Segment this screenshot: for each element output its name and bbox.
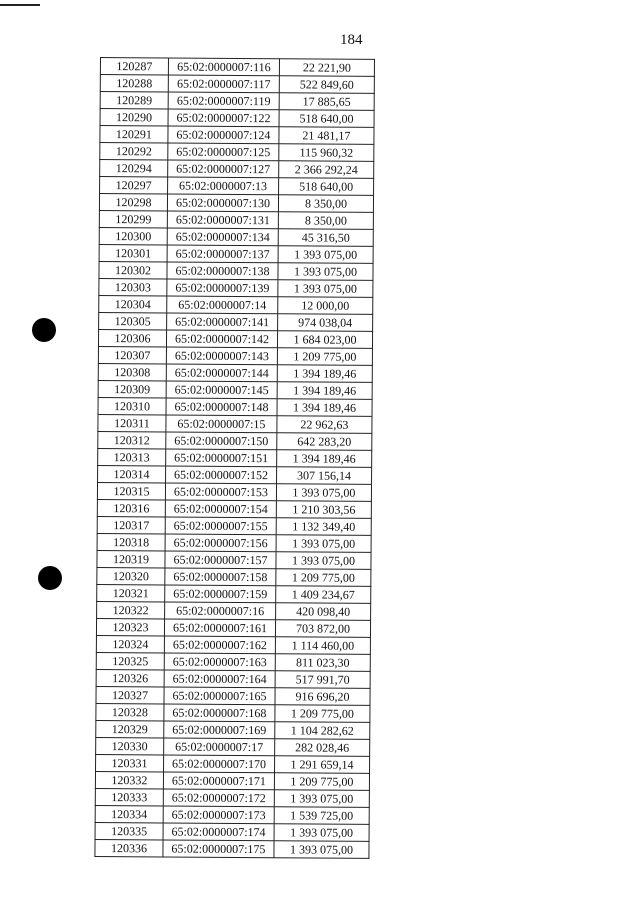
record-number-cell: 120329	[96, 720, 164, 737]
table-row	[99, 278, 373, 297]
cadastral-number-cell: 65:02:0000007:130	[167, 194, 278, 212]
record-number-cell: 120305	[99, 312, 167, 329]
table-row	[99, 227, 373, 246]
cadastral-value-cell: 1 132 349,40	[276, 518, 371, 536]
cadastral-value-cell: 1 114 460,00	[275, 637, 370, 655]
cadastral-value-cell: 1 394 189,46	[277, 365, 372, 383]
record-number-cell: 120332	[95, 771, 163, 788]
table-row	[100, 177, 374, 196]
cadastral-value-cell: 22 221,90	[279, 59, 374, 77]
binder-hole-bottom	[38, 566, 62, 590]
cadastral-number-cell: 65:02:0000007:134	[167, 228, 278, 246]
table-row	[98, 431, 372, 450]
cadastral-value-cell: 12 000,00	[278, 297, 373, 315]
table-row	[95, 805, 369, 824]
cadastral-value-cell: 1 539 725,00	[274, 807, 369, 825]
cadastral-number-cell: 65:02:0000007:125	[168, 143, 279, 161]
cadastral-value-cell: 420 098,40	[276, 603, 371, 621]
cadastral-value-cell: 1 393 075,00	[274, 790, 369, 808]
table-row	[97, 601, 371, 620]
cadastral-number-cell: 65:02:0000007:144	[166, 364, 277, 382]
record-number-cell: 120323	[96, 618, 164, 635]
record-number-cell: 120294	[100, 160, 168, 177]
record-number-cell: 120321	[97, 584, 165, 601]
cadastral-number-cell: 65:02:0000007:119	[168, 92, 279, 110]
table-row	[98, 414, 372, 433]
record-number-cell: 120299	[99, 210, 167, 227]
cadastral-value-cell: 1 104 282,62	[275, 722, 370, 740]
record-number-cell: 120307	[98, 346, 166, 363]
cadastral-number-cell: 65:02:0000007:122	[168, 109, 279, 127]
table-row	[100, 109, 374, 128]
record-number-cell: 120319	[97, 550, 165, 567]
table-row	[100, 75, 374, 94]
cadastral-number-cell: 65:02:0000007:143	[166, 347, 277, 365]
table-row	[100, 143, 374, 162]
cadastral-value-cell: 282 028,46	[275, 739, 370, 757]
record-number-cell: 120317	[97, 516, 165, 533]
record-number-cell: 120291	[100, 126, 168, 143]
cadastral-number-cell: 65:02:0000007:175	[163, 840, 274, 858]
record-number-cell: 120322	[97, 601, 165, 618]
page-number: 184	[340, 32, 363, 48]
cadastral-value-cell: 307 156,14	[277, 467, 372, 485]
cadastral-value-cell: 1 209 775,00	[276, 569, 371, 587]
cadastral-value-cell: 1 209 775,00	[277, 348, 372, 366]
cadastral-value-cell: 1 409 234,67	[276, 586, 371, 604]
cadastral-number-cell: 65:02:0000007:17	[164, 738, 275, 756]
table-row	[98, 465, 372, 484]
cadastral-value-cell: 8 350,00	[278, 212, 373, 230]
cadastral-value-cell: 974 038,04	[278, 314, 373, 332]
cadastral-value-cell: 45 316,50	[278, 229, 373, 247]
table-row	[95, 822, 369, 841]
cadastral-number-cell: 65:02:0000007:168	[164, 704, 275, 722]
record-number-cell: 120334	[95, 805, 163, 822]
table-row	[98, 397, 372, 416]
cadastral-number-cell: 65:02:0000007:124	[168, 126, 279, 144]
record-number-cell: 120290	[100, 109, 168, 126]
cadastral-value-cell: 1 393 075,00	[276, 535, 371, 553]
cadastral-number-cell: 65:02:0000007:16	[165, 602, 276, 620]
cadastral-number-cell: 65:02:0000007:148	[166, 398, 277, 416]
record-number-cell: 120311	[98, 414, 166, 431]
cadastral-number-cell: 65:02:0000007:141	[167, 313, 278, 331]
cadastral-value-cell: 1 394 189,46	[277, 450, 372, 468]
table-row	[96, 720, 370, 739]
cadastral-number-cell: 65:02:0000007:137	[167, 245, 278, 263]
table-row	[97, 584, 371, 603]
record-number-cell: 120335	[95, 822, 163, 839]
cadastral-number-cell: 65:02:0000007:172	[163, 789, 274, 807]
table-row	[97, 499, 371, 518]
record-number-cell: 120316	[97, 499, 165, 516]
record-number-cell: 120336	[95, 839, 163, 856]
table-row	[96, 652, 370, 671]
cadastral-value-cell: 642 283,20	[277, 433, 372, 451]
cadastral-number-cell: 65:02:0000007:165	[164, 687, 275, 705]
record-number-cell: 120300	[99, 227, 167, 244]
table-row	[96, 618, 370, 637]
record-number-cell: 120297	[100, 177, 168, 194]
cadastral-number-cell: 65:02:0000007:127	[168, 160, 279, 178]
cadastral-number-cell: 65:02:0000007:161	[164, 619, 275, 637]
record-number-cell: 120309	[98, 380, 166, 397]
table-row	[100, 92, 374, 111]
cadastral-value-cell: 518 640,00	[279, 178, 374, 196]
cadastral-number-cell: 65:02:0000007:14	[167, 296, 278, 314]
record-number-cell: 120315	[97, 482, 165, 499]
cadastral-number-cell: 65:02:0000007:170	[164, 755, 275, 773]
table-row	[100, 160, 374, 179]
cadastral-value-cell: 1 393 075,00	[274, 841, 369, 859]
table-row	[95, 788, 369, 807]
cadastral-number-cell: 65:02:0000007:156	[165, 534, 276, 552]
table-row	[98, 329, 372, 348]
cadastral-value-cell: 517 991,70	[275, 671, 370, 689]
cadastral-number-cell: 65:02:0000007:174	[163, 823, 274, 841]
cadastral-number-cell: 65:02:0000007:171	[163, 772, 274, 790]
cadastral-number-cell: 65:02:0000007:116	[168, 58, 279, 76]
cadastral-number-cell: 65:02:0000007:151	[166, 449, 277, 467]
cadastral-value-cell: 1 209 775,00	[274, 773, 369, 791]
cadastral-number-cell: 65:02:0000007:159	[165, 585, 276, 603]
table-row	[99, 261, 373, 280]
cadastral-value-cell: 1 394 189,46	[277, 382, 372, 400]
cadastral-number-cell: 65:02:0000007:162	[164, 636, 275, 654]
cadastral-value-cell: 115 960,32	[279, 144, 374, 162]
table-row	[97, 482, 371, 501]
cadastral-number-cell: 65:02:0000007:155	[165, 517, 276, 535]
table-row	[97, 516, 371, 535]
record-number-cell: 120306	[98, 329, 166, 346]
cadastral-number-cell: 65:02:0000007:15	[166, 415, 277, 433]
record-number-cell: 120331	[96, 754, 164, 771]
cadastral-number-cell: 65:02:0000007:152	[166, 466, 277, 484]
table-row	[96, 686, 370, 705]
table-row	[97, 550, 371, 569]
record-number-cell: 120328	[96, 703, 164, 720]
record-number-cell: 120312	[98, 431, 166, 448]
cadastral-value-cell: 1 393 075,00	[278, 246, 373, 264]
record-number-cell: 120292	[100, 143, 168, 160]
table-row	[99, 295, 373, 314]
cadastral-number-cell: 65:02:0000007:13	[168, 177, 279, 195]
cadastral-number-cell: 65:02:0000007:163	[164, 653, 275, 671]
cadastral-number-cell: 65:02:0000007:164	[164, 670, 275, 688]
record-number-cell: 120308	[98, 363, 166, 380]
table-row	[100, 58, 374, 77]
cadastral-value-cell: 1 684 023,00	[277, 331, 372, 349]
corner-mark	[0, 4, 40, 6]
cadastral-number-cell: 65:02:0000007:154	[165, 500, 276, 518]
cadastral-number-cell: 65:02:0000007:173	[163, 806, 274, 824]
record-number-cell: 120314	[98, 465, 166, 482]
cadastral-value-cell: 522 849,60	[279, 76, 374, 94]
cadastral-value-cell: 1 393 075,00	[276, 484, 371, 502]
table-row	[99, 210, 373, 229]
cadastral-value-cell: 22 962,63	[277, 416, 372, 434]
record-number-cell: 120324	[96, 635, 164, 652]
record-number-cell: 120298	[99, 194, 167, 211]
binder-hole-top	[32, 318, 56, 342]
table-row	[96, 635, 370, 654]
cadastral-number-cell: 65:02:0000007:138	[167, 262, 278, 280]
cadastral-value-cell: 1 209 775,00	[275, 705, 370, 723]
table-row	[96, 754, 370, 773]
cadastral-value-cell: 2 366 292,24	[279, 161, 374, 179]
record-number-cell: 120318	[97, 533, 165, 550]
record-number-cell: 120327	[96, 686, 164, 703]
table-row	[98, 363, 372, 382]
cadastral-value-cell: 1 393 075,00	[278, 263, 373, 281]
cadastral-number-cell: 65:02:0000007:169	[164, 721, 275, 739]
record-number-cell: 120288	[100, 75, 168, 92]
cadastral-value-cell: 916 696,20	[275, 688, 370, 706]
cadastral-number-cell: 65:02:0000007:150	[166, 432, 277, 450]
table-row	[98, 346, 372, 365]
cadastral-value-cell: 703 872,00	[275, 620, 370, 638]
cadastral-number-cell: 65:02:0000007:117	[168, 75, 279, 93]
cadastral-value-cell: 1 393 075,00	[274, 824, 369, 842]
cadastral-number-cell: 65:02:0000007:153	[165, 483, 276, 501]
cadastral-value-cell: 1 210 303,56	[276, 501, 371, 519]
registry-table	[94, 57, 375, 859]
table-row	[96, 737, 370, 756]
record-number-cell: 120289	[100, 92, 168, 109]
record-number-cell: 120303	[99, 278, 167, 295]
cadastral-number-cell: 65:02:0000007:142	[166, 330, 277, 348]
cadastral-value-cell: 518 640,00	[279, 110, 374, 128]
table-row	[96, 669, 370, 688]
table-row	[99, 194, 373, 213]
record-number-cell: 120302	[99, 261, 167, 278]
record-number-cell: 120330	[96, 737, 164, 754]
record-number-cell: 120304	[99, 295, 167, 312]
table-row	[96, 703, 370, 722]
table-row	[99, 244, 373, 263]
cadastral-number-cell: 65:02:0000007:139	[167, 279, 278, 297]
cadastral-value-cell: 21 481,17	[279, 127, 374, 145]
table-row	[98, 380, 372, 399]
record-number-cell: 120310	[98, 397, 166, 414]
record-number-cell: 120320	[97, 567, 165, 584]
cadastral-number-cell: 65:02:0000007:145	[166, 381, 277, 399]
record-number-cell: 120287	[100, 58, 168, 75]
table-row	[97, 533, 371, 552]
record-number-cell: 120313	[98, 448, 166, 465]
cadastral-value-cell: 1 393 075,00	[276, 552, 371, 570]
table-row	[95, 771, 369, 790]
table-row	[97, 567, 371, 586]
record-number-cell: 120325	[96, 652, 164, 669]
table-row	[95, 839, 369, 858]
cadastral-value-cell: 811 023,30	[275, 654, 370, 672]
cadastral-number-cell: 65:02:0000007:131	[167, 211, 278, 229]
record-number-cell: 120326	[96, 669, 164, 686]
table-row	[99, 312, 373, 331]
cadastral-number-cell: 65:02:0000007:158	[165, 568, 276, 586]
cadastral-value-cell: 17 885,65	[279, 93, 374, 111]
cadastral-value-cell: 8 350,00	[278, 195, 373, 213]
registry-table-body	[95, 58, 375, 859]
cadastral-number-cell: 65:02:0000007:157	[165, 551, 276, 569]
record-number-cell: 120333	[95, 788, 163, 805]
cadastral-value-cell: 1 291 659,14	[275, 756, 370, 774]
record-number-cell: 120301	[99, 244, 167, 261]
cadastral-value-cell: 1 393 075,00	[278, 280, 373, 298]
table-row	[100, 126, 374, 145]
cadastral-value-cell: 1 394 189,46	[277, 399, 372, 417]
table-row	[98, 448, 372, 467]
